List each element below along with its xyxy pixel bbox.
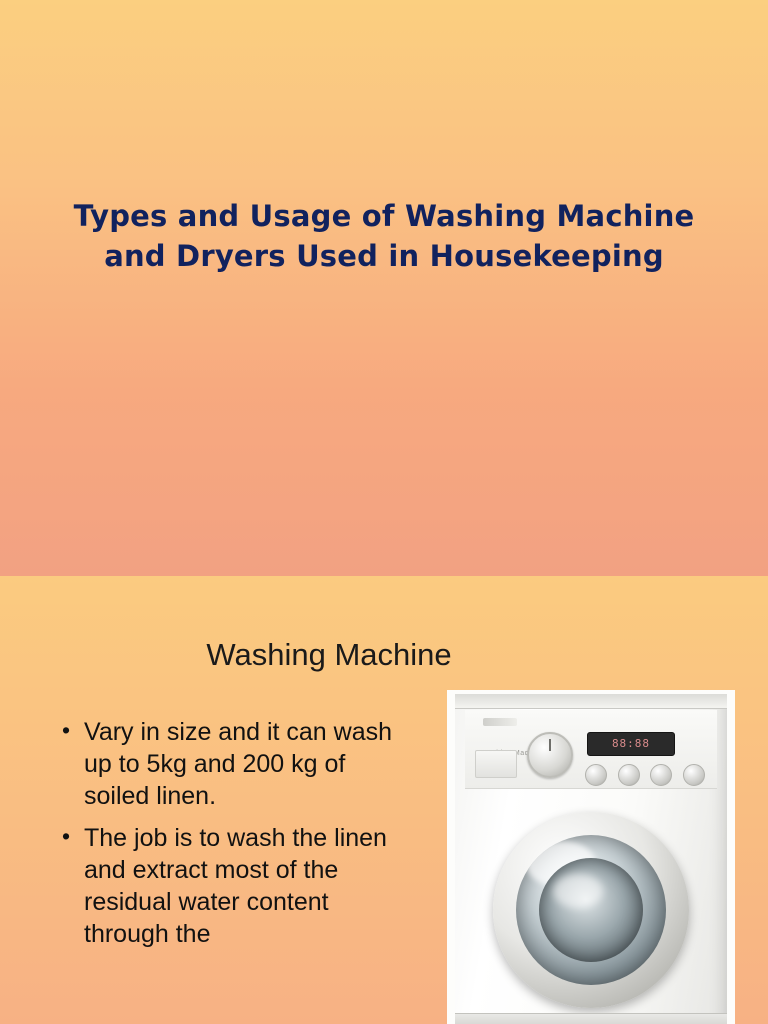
machine-control-panel (465, 710, 717, 789)
content-heading (0, 638, 768, 672)
machine-base (455, 1013, 727, 1024)
title-block (0, 196, 768, 276)
machine-door-glass (516, 835, 666, 985)
bullet-list (56, 716, 416, 960)
program-dial-icon (527, 732, 573, 778)
machine-body (455, 694, 727, 1024)
machine-door-ring (493, 812, 689, 1008)
knob-icon (618, 764, 640, 786)
knob-icon (650, 764, 672, 786)
washing-machine-image (447, 690, 735, 1024)
detergent-drawer (475, 750, 517, 778)
list-item (56, 822, 416, 950)
machine-knobs (585, 764, 705, 786)
slide-heading: Washing Machine (206, 637, 452, 672)
knob-icon (585, 764, 607, 786)
bullet-marker: • (62, 717, 71, 743)
slide-washing-machine (0, 576, 768, 1024)
list-item-text: The job is to wash the linen and extract most of the residual water content through the (84, 824, 387, 948)
list-item (56, 716, 416, 812)
page-title: Types and Usage of Washing Machine and Dryers Used in Housekeeping (73, 199, 695, 274)
bullet-marker: • (62, 823, 71, 849)
machine-display: 88:88 (587, 732, 675, 756)
machine-top (455, 694, 727, 709)
knob-icon (683, 764, 705, 786)
indicator-lights-icon (483, 718, 517, 726)
machine-drum (539, 858, 643, 962)
list-item-text: Vary in size and it can wash up to 5kg and 200 kg of soiled linen. (84, 718, 393, 810)
